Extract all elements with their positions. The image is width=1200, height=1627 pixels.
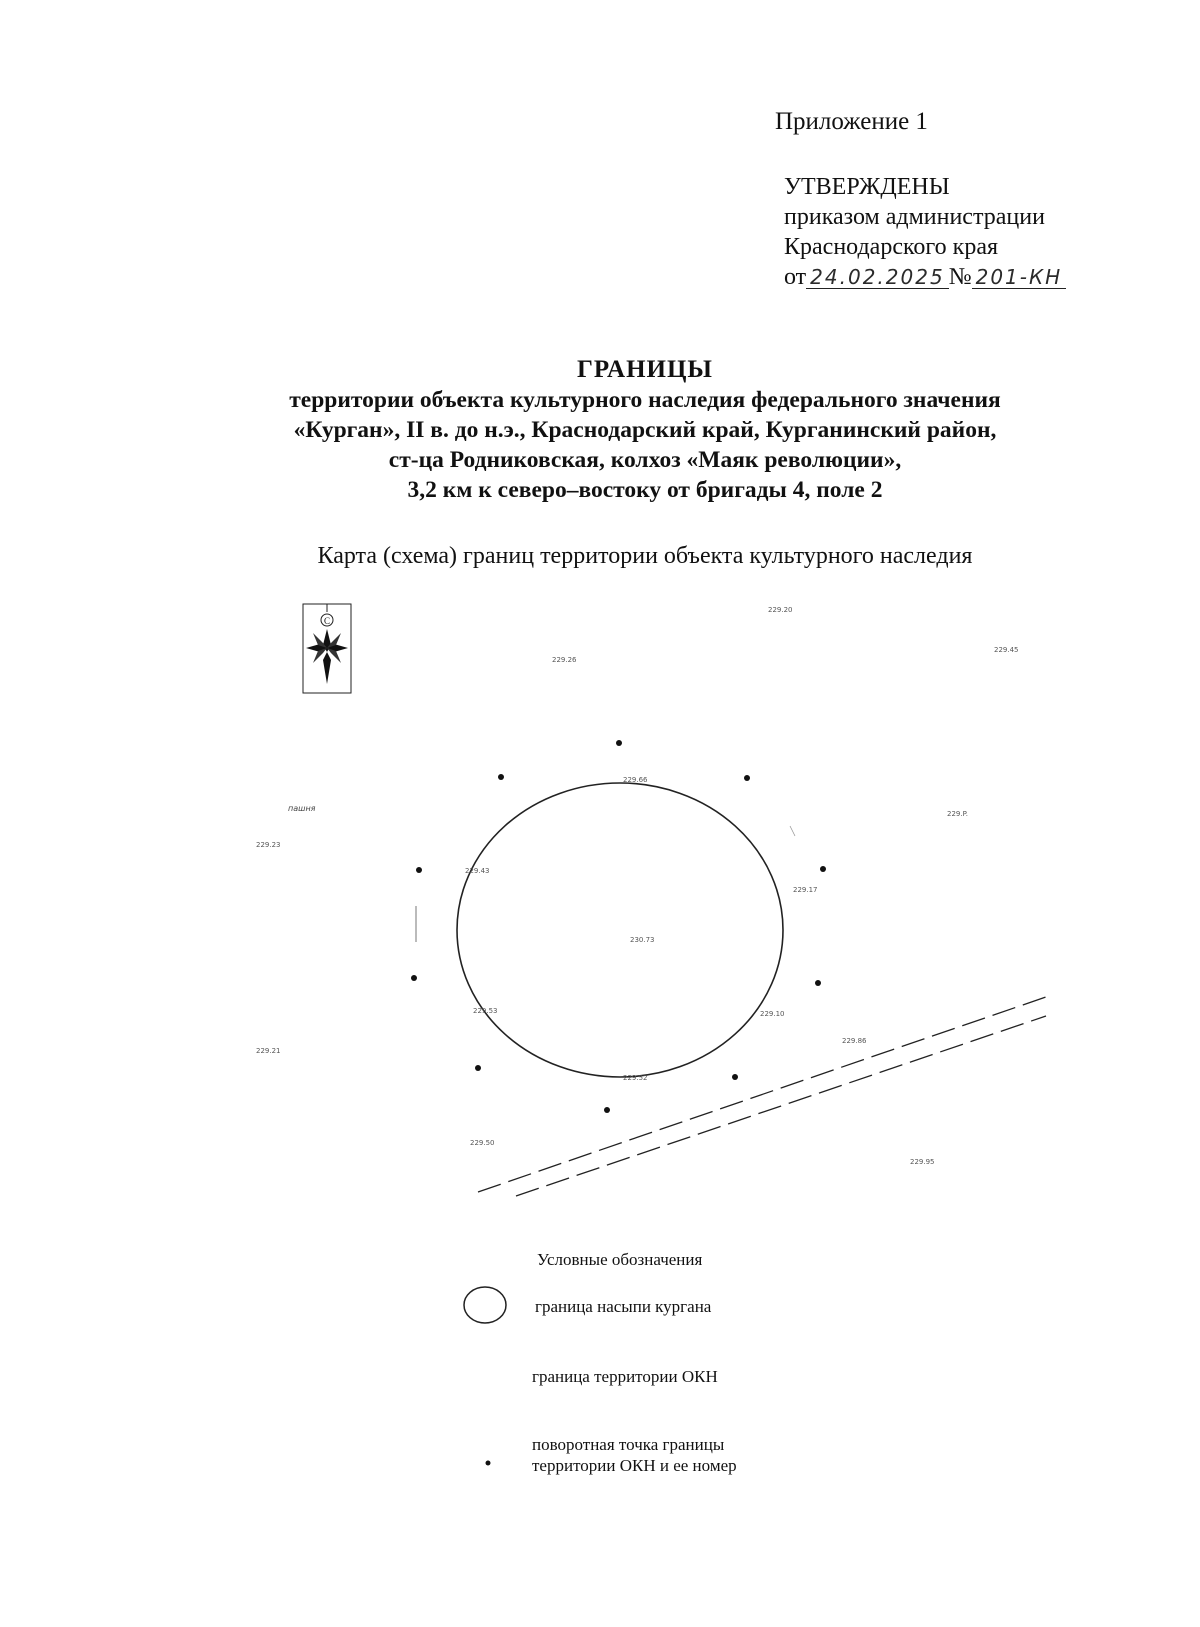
compass-letter: С xyxy=(323,616,331,626)
okn-boundary-segment xyxy=(790,826,795,836)
title-line-1: территории объекта культурного наследия федерального значения xyxy=(289,387,1001,413)
turning-point-4 xyxy=(815,980,821,986)
turning-point-8 xyxy=(411,975,417,981)
mound-boundary-ellipse xyxy=(457,783,783,1077)
approved-label: УТВЕРЖДЕНЫ xyxy=(784,174,950,200)
turning-point-3 xyxy=(820,866,826,872)
legend-turning-point-label xyxy=(532,1434,737,1476)
elevation-label: 229.43 xyxy=(465,867,490,875)
order-line-1: приказом администрации xyxy=(784,204,1045,230)
legend-mound-symbol xyxy=(464,1287,506,1323)
elevation-label: 229.10 xyxy=(760,1010,785,1018)
legend-turning-point-line-2: территории ОКН и ее номер xyxy=(532,1456,737,1475)
turning-point-2 xyxy=(744,775,750,781)
title-line-3: ст-ца Родниковская, колхоз «Маяк революции», xyxy=(388,447,902,473)
date-prefix: от xyxy=(784,264,807,290)
elevation-label: 229.95 xyxy=(910,1158,935,1166)
elevation-label: 229.20 xyxy=(768,606,793,614)
elevation-label: 229.53 xyxy=(473,1007,498,1015)
turning-points xyxy=(411,740,826,1113)
elevation-label: 229.50 xyxy=(470,1139,495,1147)
field-label: пашня xyxy=(288,804,316,813)
elevation-label: 229.23 xyxy=(256,841,281,849)
turning-point-6 xyxy=(604,1107,610,1113)
legend-turning-point-symbol xyxy=(486,1461,491,1466)
number-sign: № xyxy=(948,264,972,290)
map-caption: Карта (схема) границ территории объекта культурного наследия xyxy=(317,543,973,569)
turning-point-10 xyxy=(498,774,504,780)
title-line-2: «Курган», II в. до н.э., Краснодарский край, Курганинский район, xyxy=(293,417,997,443)
turning-point-1 xyxy=(616,740,622,746)
handwritten-date: 24.02.2025 xyxy=(806,266,949,289)
elevation-label: 230.73 xyxy=(630,936,655,944)
elevation-label: 229.21 xyxy=(256,1047,281,1055)
elevation-label: 229.86 xyxy=(842,1037,867,1045)
legend-mound-label: граница насыпи кургана xyxy=(535,1297,712,1316)
elevation-label: 229.66 xyxy=(623,776,648,784)
elevation-labels xyxy=(256,606,1019,1166)
title-main: ГРАНИЦЫ xyxy=(577,356,713,383)
title-line-4: 3,2 км к северо–востоку от бригады 4, поле 2 xyxy=(407,477,883,503)
elevation-label: 229.26 xyxy=(552,656,577,664)
appendix-label: Приложение 1 xyxy=(775,108,928,135)
compass-rose-icon xyxy=(303,604,351,693)
turning-point-9 xyxy=(416,867,422,873)
elevation-label: 229.45 xyxy=(994,646,1019,654)
legend-turning-point-line-1: поворотная точка границы xyxy=(532,1435,725,1454)
elevation-label: 229.17 xyxy=(793,886,818,894)
legend-title: Условные обозначения xyxy=(537,1250,703,1269)
elevation-label: 229.52 xyxy=(623,1074,648,1082)
field-road-dashed xyxy=(478,997,1046,1196)
elevation-label: 229.P. xyxy=(947,810,968,818)
legend-okn-boundary-label: граница территории ОКН xyxy=(532,1367,718,1386)
turning-point-7 xyxy=(475,1065,481,1071)
order-line-2: Краснодарского края xyxy=(784,234,999,260)
handwritten-order-number: 201-КН xyxy=(972,266,1067,289)
turning-point-5 xyxy=(732,1074,738,1080)
